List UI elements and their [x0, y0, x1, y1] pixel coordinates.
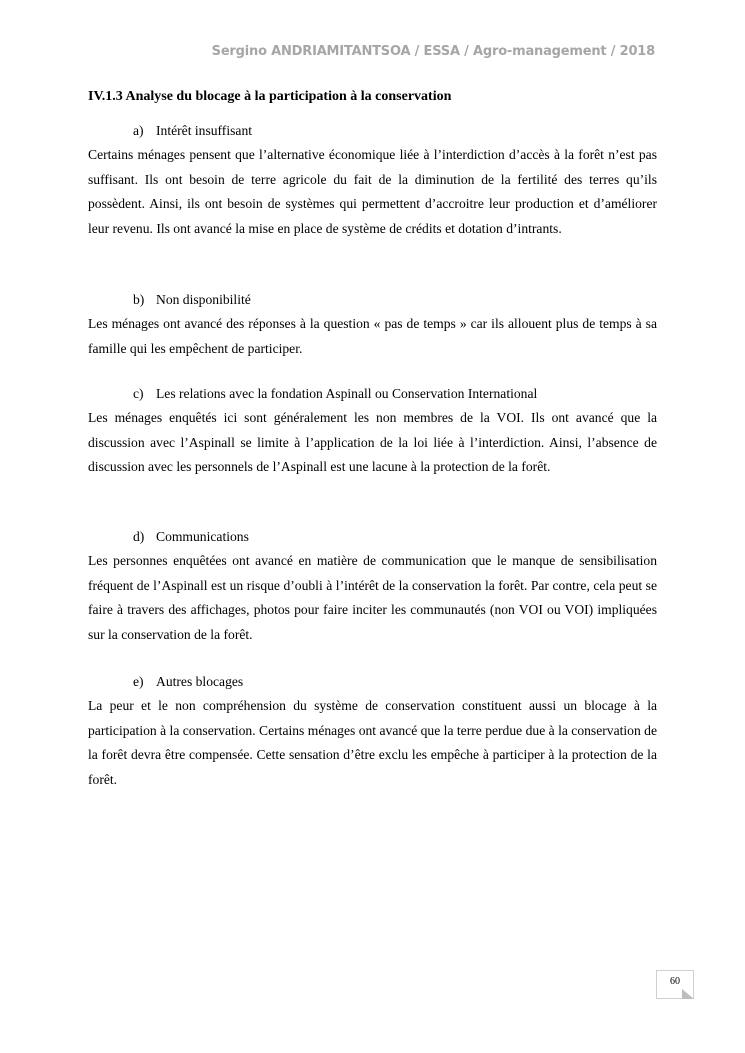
subsection-c: [88, 382, 657, 480]
subsection-title-text: Autres blocages: [156, 674, 244, 689]
subsection-b: [88, 288, 657, 361]
subsection-label: b): [133, 292, 145, 307]
subsection-e: [88, 670, 657, 793]
subsection-title-text: Intérêt insuffisant: [156, 123, 253, 138]
running-header: Sergino ANDRIAMITANTSOA / ESSA / Agro-management / 2018: [211, 44, 655, 59]
subsection-title: [88, 119, 657, 143]
page-number: 60: [670, 976, 680, 987]
paragraph: Les ménages enquêtés ici sont généralement les non membres de la VOI. Ils ont avancé que la discussion avec l’Aspinall se limite à l’application de la loi liée à l’interdiction. Ainsi, l’absence de discussion avec les personnels de l’Aspinall est une lacune à la protection de la forêt.: [88, 410, 657, 475]
subsection-title: [88, 525, 657, 549]
subsection-title-text: Les relations avec la fondation Aspinall ou Conservation International: [156, 386, 538, 401]
subsection-title: [88, 382, 657, 406]
subsection-title: [88, 670, 657, 694]
subsection-label: a): [133, 123, 144, 138]
paragraph: La peur et le non compréhension du système de conservation constituent aussi un blocage à la participation à la conservation. Certains ménages ont avancé que la terre perdue due à la conservation de la forêt devra être compensée. Cette sensation d’être exclu les empêche à participer à la protection de la forêt.: [88, 698, 657, 788]
subsection-label: e): [133, 674, 144, 689]
paragraph: Certains ménages pensent que l’alternative économique liée à l’interdiction d’accès à la forêt n’est pas suffisant. Ils ont besoin de terre agricole du fait de la diminution de la fertilité des terres qu’ils possèdent. Ainsi, ils ont besoin de systèmes qui permettent d’accroitre leur production et d’améliorer leur revenu. Ils ont avancé la mise en place de système de crédits et dotation d’intrants.: [88, 147, 657, 237]
section-heading: IV.1.3 Analyse du blocage à la participation à la conservation: [88, 89, 452, 104]
subsection-label: c): [133, 386, 144, 401]
subsection-a: [88, 119, 657, 242]
page-curl-icon: [682, 989, 694, 999]
paragraph: Les personnes enquêtées ont avancé en matière de communication que le manque de sensibilisation fréquent de l’Aspinall est un risque d’oubli à l’intérêt de la conservation la forêt. Par contre, cela peut se faire à travers des affichages, photos pour faire inciter les communautés (non VOI ou VOI) impliquées sur la conservation de la forêt.: [88, 553, 657, 643]
subsection-label: d): [133, 529, 145, 544]
subsection-title: [88, 288, 657, 312]
paragraph: Les ménages ont avancé des réponses à la question « pas de temps » car ils allouent plus de temps à sa famille qui les empêchent de participer.: [88, 316, 657, 356]
subsection-title-text: Non disponibilité: [156, 292, 251, 307]
page-number-box: [656, 970, 694, 999]
subsection-d: [88, 525, 657, 648]
subsection-title-text: Communications: [156, 529, 249, 544]
